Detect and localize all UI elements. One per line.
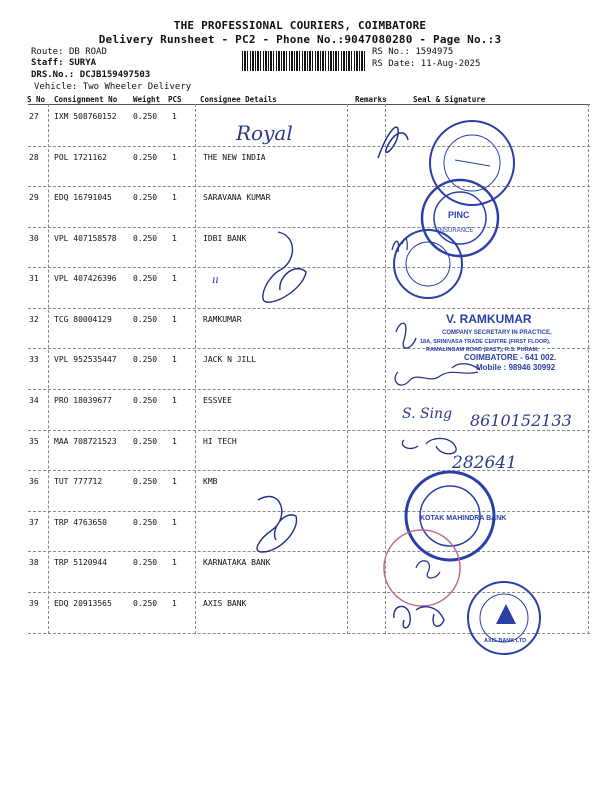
staff-value: SURYA [68, 58, 97, 68]
ramkumar-stamp-line: RAMALINGAM ROAD (EAST), R.S. PURAM, [426, 347, 539, 353]
row-sno: 34 [29, 396, 39, 405]
row-sno: 39 [29, 599, 39, 608]
col-header-remarks: Remarks [355, 95, 387, 104]
drs-label: DRS.No.: [31, 70, 75, 80]
row-consignee: JACK N JILL [203, 355, 256, 364]
row-consignee: IDBI BANK [203, 234, 247, 243]
row-consignment-no: TUT 777712 [54, 477, 103, 486]
row-pcs: 1 [172, 558, 177, 567]
row-sno: 27 [29, 112, 39, 121]
row-consignment-no: VPL 407426396 [54, 274, 117, 283]
route-value: DB ROAD [68, 47, 107, 57]
row-pcs: 1 [172, 234, 177, 243]
col-header-consignee: Consignee Details [200, 95, 277, 104]
col-header-pcs: PCS [168, 95, 182, 104]
row-weight: 0.250 [133, 274, 158, 283]
row-sno: 37 [29, 518, 39, 527]
faded-seal-stamp [384, 530, 460, 606]
row-weight: 0.250 [133, 599, 158, 608]
row-sno: 32 [29, 315, 39, 324]
row-consignment-no: VPL 952535447 [54, 355, 117, 364]
kotak-stamp-label: KOTAK MAHINDRA BANK [420, 515, 507, 522]
vehicle-label: Vehicle: [34, 82, 78, 92]
row-consignee: KMB [203, 477, 218, 486]
ramkumar-stamp-line: COMPANY SECRETARY IN PRACTICE, [442, 330, 552, 336]
signature-row-33 [395, 364, 480, 385]
ramkumar-stamp [420, 312, 556, 372]
row-sno: 28 [29, 153, 39, 162]
row-weight: 0.250 [133, 518, 158, 527]
col-header-sno: S No [27, 95, 46, 104]
rs-date-label: RS Date: [372, 59, 416, 69]
row-pcs: 1 [172, 477, 177, 486]
row-sno: 35 [29, 437, 39, 446]
row-consignment-no: MAA 708721523 [54, 437, 117, 446]
row-weight: 0.250 [133, 112, 158, 121]
row-pcs: 1 [172, 518, 177, 527]
row-consignment-no: EDQ 16791045 [54, 193, 112, 202]
row-sno: 33 [29, 355, 39, 364]
row-pcs: 1 [172, 274, 177, 283]
signature-row-32 [396, 323, 416, 348]
ramkumar-stamp-line: COIMBATORE - 641 002. [464, 353, 557, 362]
row-pcs: 1 [172, 396, 177, 405]
rs-no-value: 1594975 [415, 47, 454, 57]
signature-row-38 [416, 561, 440, 578]
row-weight: 0.250 [133, 396, 158, 405]
row-consignment-no: VPL 407158578 [54, 234, 117, 243]
row-sno: 30 [29, 234, 39, 243]
kotak-bank-stamp [406, 472, 506, 560]
row-consignment-no: POL 1721162 [54, 153, 107, 162]
insurance-stamp [422, 180, 498, 256]
row-consignment-no: EDQ 20913565 [54, 599, 112, 608]
row-consignment-no: TRP 4763650 [54, 518, 107, 527]
axis-stamp-label: AXIS BANK LTD [484, 638, 527, 644]
row-weight: 0.250 [133, 153, 158, 162]
insurance-stamp-label: INSURANCE [438, 228, 474, 234]
row-consignment-no: TRP 5120944 [54, 558, 107, 567]
svg-text:PINC: PINC [448, 210, 470, 220]
ramkumar-stamp-mobile: Mobile : 98946 30992 [476, 363, 556, 372]
row-pcs: 1 [172, 153, 177, 162]
row-consignee: THE NEW INDIA [203, 153, 266, 162]
staff-label: Staff: [31, 58, 64, 68]
ramkumar-stamp-line: 18A, SRINIVASA TRADE CENTRE (FIRST FLOOR), [420, 339, 551, 345]
rs-date-value: 11-Aug-2025 [420, 59, 481, 69]
row-sno: 36 [29, 477, 39, 486]
runsheet-subtitle: Delivery Runsheet - PC2 - Phone No.:9047080280 - Page No.:3 [98, 33, 502, 46]
row-pcs: 1 [172, 112, 177, 121]
row-consignee: RAMKUMAR [203, 315, 242, 324]
office-seal-stamp [430, 121, 514, 205]
phone-handwriting: 8610152133 [470, 411, 572, 430]
royal-handwriting: Royal [236, 121, 293, 145]
row-sno: 31 [29, 274, 39, 283]
signature-row-35 [402, 438, 456, 453]
row-sno: 29 [29, 193, 39, 202]
col-header-consignment: Consignment No [54, 95, 118, 104]
route-label: Route: [31, 47, 64, 57]
scribble-mark: ıı [212, 275, 219, 286]
row-consignee: KARNATAKA BANK [203, 558, 271, 567]
row-weight: 0.250 [133, 315, 158, 324]
row-weight: 0.250 [133, 558, 158, 567]
col-header-seal: Seal & Signature [413, 95, 486, 104]
row-consignee: AXIS BANK [203, 599, 247, 608]
signature-idbi [263, 232, 306, 302]
row-consignment-no: PRO 18039677 [54, 396, 112, 405]
row-sno: 38 [29, 558, 39, 567]
row-pcs: 1 [172, 315, 177, 324]
row-consignment-no: TCG 80004129 [54, 315, 112, 324]
row-pcs: 1 [172, 599, 177, 608]
row-weight: 0.250 [133, 437, 158, 446]
vehicle-value: Two Wheeler Delivery [82, 82, 192, 92]
drs-value: DCJB159497503 [79, 70, 151, 80]
row-consignee: SARAVANA KUMAR [203, 193, 271, 202]
signature-row-34: S. Sing [402, 406, 453, 422]
signature-row-37 [257, 497, 296, 552]
row-weight: 0.250 [133, 355, 158, 364]
row-weight: 0.250 [133, 193, 158, 202]
ramkumar-stamp-name: V. RAMKUMAR [446, 312, 532, 326]
row-weight: 0.250 [133, 234, 158, 243]
number-handwriting: 282641 [452, 453, 517, 473]
signature-row-39 [394, 606, 444, 627]
signature-row-27 [378, 127, 408, 158]
axis-bank-stamp [468, 582, 540, 654]
row-pcs: 1 [172, 437, 177, 446]
row-pcs: 1 [172, 355, 177, 364]
row-pcs: 1 [172, 193, 177, 202]
rs-no-label: RS No.: [372, 47, 410, 57]
row-weight: 0.250 [133, 477, 158, 486]
row-consignee: HI TECH [203, 437, 237, 446]
runsheet-title: THE PROFESSIONAL COURIERS, COIMBATORE [173, 19, 427, 32]
col-header-weight: Weight [133, 95, 161, 104]
row-consignee: ESSVEE [203, 396, 232, 405]
row-consignment-no: IXM 508760152 [54, 112, 117, 121]
